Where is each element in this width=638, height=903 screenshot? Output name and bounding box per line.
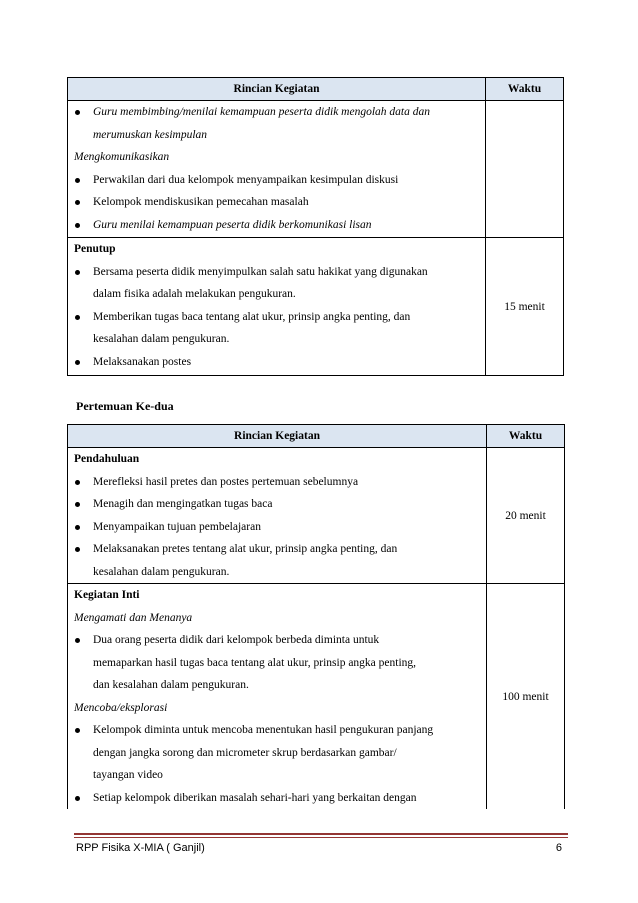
list-item-continuation: dan kesalahan dalam pengukuran. xyxy=(93,679,249,691)
pertemuan-heading: Pertemuan Ke-dua xyxy=(76,399,174,413)
list-item-continuation: tayangan video xyxy=(93,769,163,781)
section-heading-kegiatan-inti: Kegiatan Inti xyxy=(74,589,140,601)
waktu-penutup: 15 menit xyxy=(486,238,564,376)
list-item: Guru menilai kemampuan peserta didik berkomunikasi lisan xyxy=(68,214,485,237)
list-item-continuation: kesalahan dalam pengukuran. xyxy=(93,333,230,345)
footer-doc-title: RPP Fisika X-MIA ( Ganjil) xyxy=(76,842,205,854)
section-subheading: Mengkomunikasikan xyxy=(74,151,170,163)
inti-continued-cell xyxy=(68,101,486,238)
table-header-row xyxy=(68,425,565,448)
activity-table-2 xyxy=(67,424,565,809)
section-heading-penutup: Penutup xyxy=(74,243,116,255)
header-rincian-kegiatan: Rincian Kegiatan xyxy=(68,425,487,448)
list-item: Memberikan tugas baca tentang alat ukur, prinsip angka penting, dan xyxy=(68,306,485,329)
list-item: Kelompok mendiskusikan pemecahan masalah xyxy=(68,191,485,214)
section-subheading: Mencoba/eksplorasi xyxy=(74,701,168,714)
list-item: Melaksanakan pretes tentang alat ukur, prinsip angka penting, dan xyxy=(68,538,486,561)
table-row-inti-continued xyxy=(68,101,564,238)
list-item-continuation: dengan jangka sorong dan micrometer skrup berdasarkan gambar/ xyxy=(93,746,397,759)
list-item: Perwakilan dari dua kelompok menyampaikan kesimpulan diskusi xyxy=(68,169,485,192)
list-item: Menagih dan mengingatkan tugas baca xyxy=(68,493,486,516)
list-item: Kelompok diminta untuk mencoba menentukan hasil pengukuran panjang xyxy=(68,719,486,742)
header-waktu: Waktu xyxy=(487,425,565,448)
table-row-pendahuluan xyxy=(68,448,565,584)
list-item-continuation: kesalahan dalam pengukuran. xyxy=(93,565,230,578)
penutup-cell xyxy=(68,238,486,376)
list-item: Guru membimbing/menilai kemampuan peserta didik mengolah data dan xyxy=(68,101,485,124)
kegiatan-inti-cell xyxy=(68,584,487,810)
list-item: Menyampaikan tujuan pembelajaran xyxy=(68,516,486,539)
section-heading-pendahuluan: Pendahuluan xyxy=(74,453,140,465)
header-rincian-kegiatan: Rincian Kegiatan xyxy=(68,78,486,101)
list-item: Setiap kelompok diberikan masalah sehari-hari yang berkaitan dengan xyxy=(68,787,486,810)
section-subheading: Mengamati dan Menanya xyxy=(74,611,193,624)
list-item: Bersama peserta didik menyimpulkan salah satu hakikat yang digunakan xyxy=(68,261,485,284)
waktu-kegiatan-inti: 100 menit xyxy=(487,584,565,810)
list-item-continuation: dalam fisika adalah melakukan pengukuran. xyxy=(93,288,296,300)
footer-rule xyxy=(74,837,568,838)
pendahuluan-cell xyxy=(68,448,487,584)
footer-rule xyxy=(74,833,568,835)
list-item-continuation: merumuskan kesimpulan xyxy=(93,128,208,141)
table-row-kegiatan-inti xyxy=(68,584,565,810)
list-item: Dua orang peserta didik dari kelompok berbeda diminta untuk xyxy=(68,629,486,652)
page-number: 6 xyxy=(555,842,562,854)
table-header-row xyxy=(68,78,564,101)
activity-table-1 xyxy=(67,77,564,376)
list-item-continuation: memaparkan hasil tugas baca tentang alat ukur, prinsip angka penting, xyxy=(93,656,417,669)
list-item: Melaksanakan postes xyxy=(68,351,485,374)
waktu-cell-empty xyxy=(486,101,564,238)
list-item: Merefleksi hasil pretes dan postes pertemuan sebelumnya xyxy=(68,471,486,494)
waktu-pendahuluan: 20 menit xyxy=(487,448,565,584)
header-waktu: Waktu xyxy=(486,78,564,101)
table-row-penutup xyxy=(68,238,564,376)
